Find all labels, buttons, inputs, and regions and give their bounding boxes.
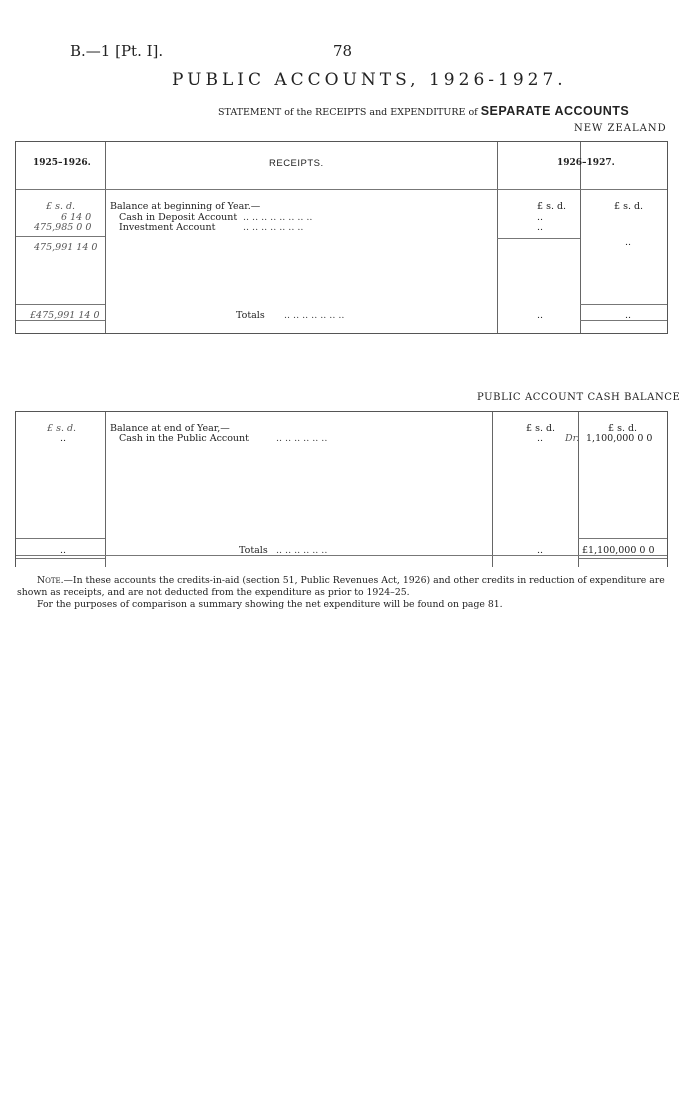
row-mid: .. [537,433,544,444]
leader-dots: .. .. .. .. .. .. [276,433,328,444]
leader-dots: .. .. .. .. .. .. .. .. [243,212,313,223]
subtotal-right: .. [625,237,632,248]
document-reference: B.—1 [Pt. I]. [70,42,164,60]
totals-value: £1,100,000 0 0 [582,545,655,556]
row-heading: Balance at beginning of Year.— [110,201,261,212]
leader-dots: .. .. .. .. .. .. .. [284,310,345,321]
leader-dots: .. .. .. .. .. .. [276,545,328,556]
totals-rule [16,538,105,539]
label-cash-deposit: Cash in Deposit Account [119,212,238,223]
mid-cash-deposit: .. [537,212,544,223]
totals-prev: .. [60,545,67,556]
units-prev: £ s. d. [47,423,77,434]
label-investment: Investment Account [119,222,216,233]
totals-right: .. [625,310,632,321]
country-label: NEW ZEALAND [574,123,667,134]
totals-rule [580,304,667,305]
page-number: 78 [333,42,353,60]
prev-value: .. [60,433,67,444]
statement-subtitle [218,104,629,118]
subtotal-prev: 475,991 14 0 [34,242,98,253]
balance-table [15,411,668,567]
prev-investment: 475,985 0 0 [34,222,92,233]
header-rule [16,189,667,190]
column-divider [492,412,493,567]
units-prev: £ s. d. [46,201,76,212]
mid-investment: .. [537,222,544,233]
footnote [17,575,670,599]
units-curr-b: £ s. d. [614,201,644,212]
statement-emphasis: SEPARATE ACCOUNTS [480,104,630,118]
row-heading: Balance at end of Year,— [110,423,230,434]
totals-double-rule [580,320,667,321]
totals-double-rule [16,558,105,559]
page-title: PUBLIC ACCOUNTS, 1926-1927. [172,70,567,90]
prev-cash-deposit: 6 14 0 [61,212,92,223]
totals-prev: £475,991 14 0 [30,310,100,321]
note-text: —In these accounts the credits-in-aid (section 51, Public Revenues Act, 1926) and other credits in reduction of expenditure are shown as receipts, and are not deducted from the expenditure as prior to 1924–25. [17,575,665,598]
totals-double-rule [578,558,667,559]
label-cash-public: Cash in the Public Account [119,433,249,444]
subtotal-rule [497,238,580,239]
totals-label: Totals [239,545,268,556]
column-divider [105,142,106,333]
leader-dots: .. .. .. .. .. .. .. [243,222,304,233]
totals-rule [16,304,105,305]
units-curr-a: £ s. d. [537,201,567,212]
col-header-1926-1927: 1926–1927. [557,158,615,168]
comparison-note: For the purposes of comparison a summary showing the net expenditure will be found on page 81. [37,599,503,610]
receipts-table [15,141,668,334]
totals-rule [578,538,667,539]
col-header-receipts: RECEIPTS. [269,158,324,169]
cash-public-value: 1,100,000 0 0 [586,433,653,444]
section-title: PUBLIC ACCOUNT CASH BALANCE [477,392,681,403]
units-curr-b: £ s. d. [608,423,638,434]
statement-prefix: STATEMENT of the RECEIPTS and EXPENDITURE of [218,107,478,118]
totals-label: Totals [236,310,265,321]
totals-bottom-rule [16,555,667,556]
note-label: Note. [37,575,64,586]
col-header-1925-1926: 1925–1926. [33,158,91,168]
totals-mid: .. [537,310,544,321]
debit-marker: Dr. [565,433,580,444]
column-divider [105,412,106,567]
subtotal-rule [16,236,105,237]
totals-mid: .. [537,545,544,556]
units-curr-a: £ s. d. [526,423,556,434]
